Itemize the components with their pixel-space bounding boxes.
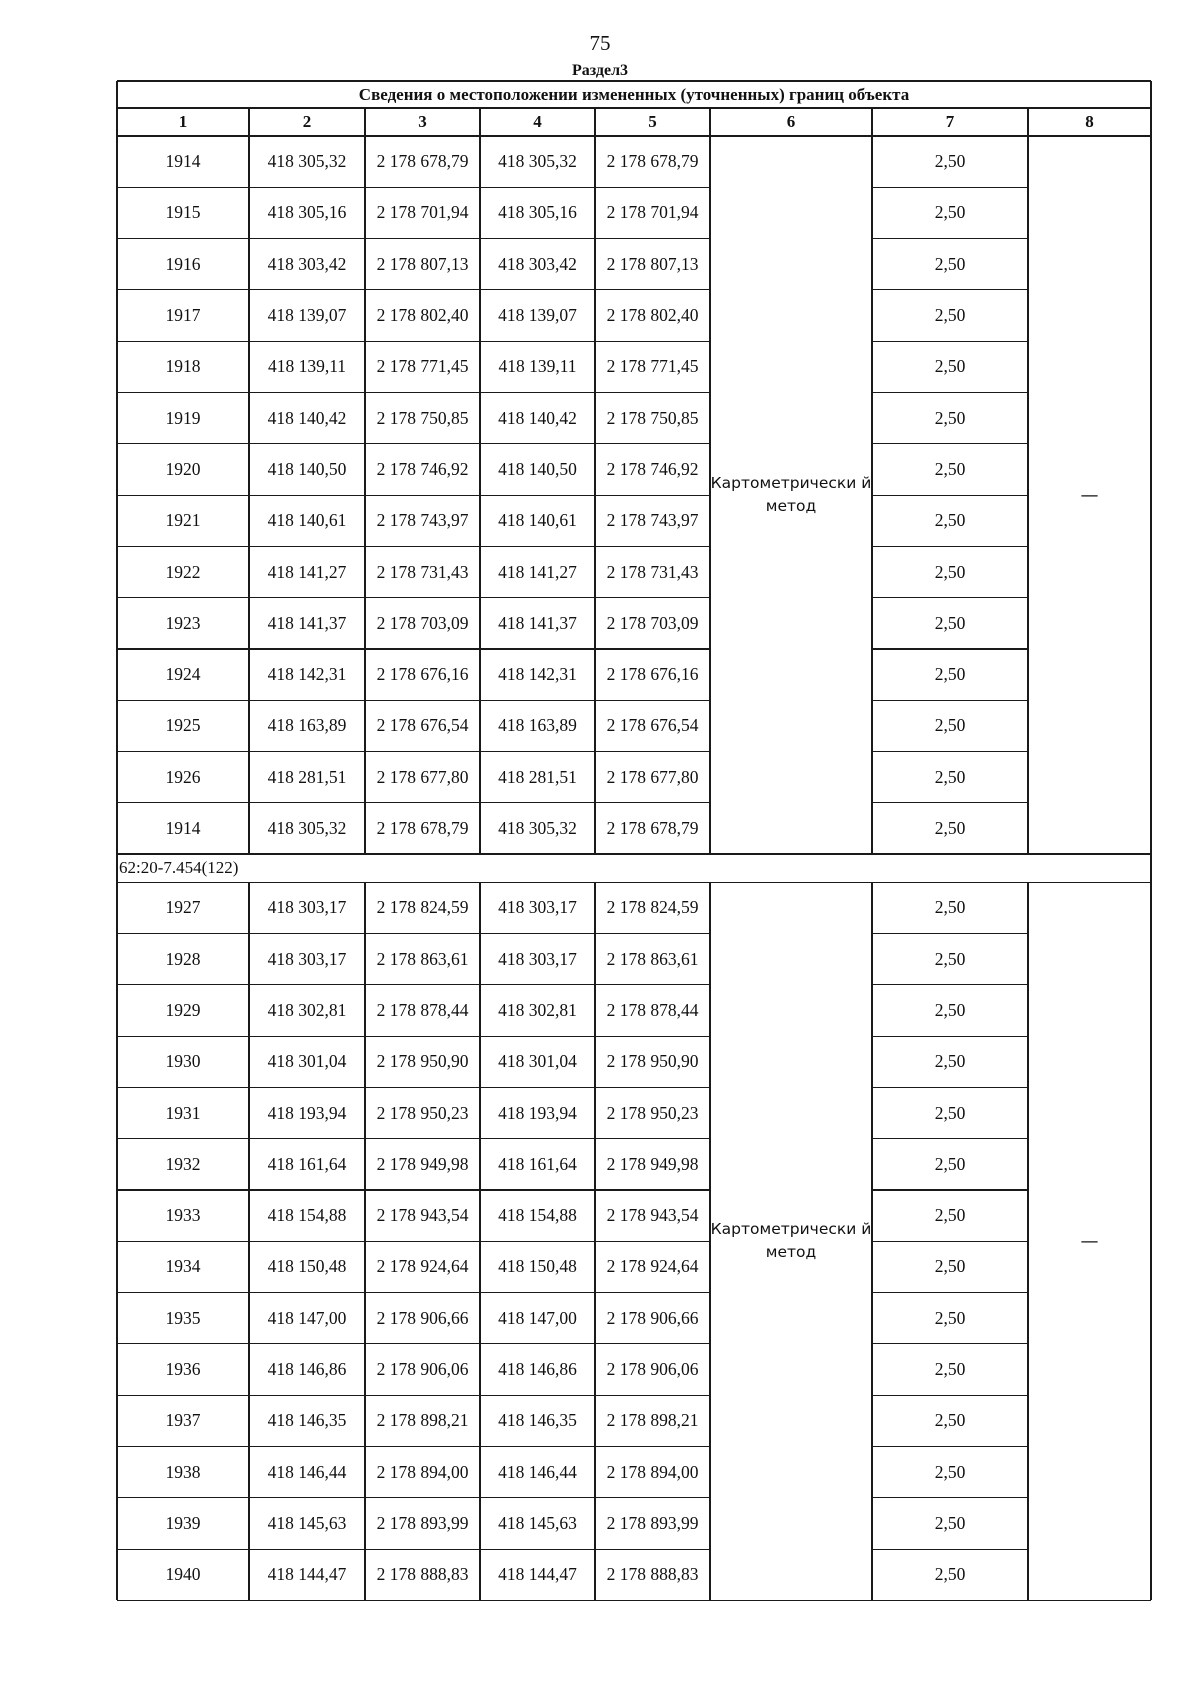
coordinate-cell: 2 178 878,44 <box>606 999 699 1020</box>
column-rule <box>364 882 365 1600</box>
coordinate-cell: 2 178 906,66 <box>606 1307 699 1328</box>
coordinate-cell: 2 178 676,16 <box>376 664 469 685</box>
coordinate-cell: 2 178 807,13 <box>376 253 469 274</box>
coordinate-cell: 418 301,04 <box>267 1051 347 1072</box>
coordinate-cell: 418 140,42 <box>267 407 347 428</box>
coordinate-cell: 2 178 898,21 <box>606 1410 699 1431</box>
accuracy-cell: 2,50 <box>934 1512 966 1533</box>
coordinate-cell: 418 147,00 <box>498 1307 577 1328</box>
coordinate-cell: 2 178 743,97 <box>376 510 469 531</box>
point-number-cell: 1932 <box>165 1153 201 1174</box>
coordinate-cell: 418 305,32 <box>498 151 577 172</box>
coordinate-cell: 2 178 746,92 <box>606 458 699 479</box>
column-rule <box>364 136 365 854</box>
coordinate-cell: 2 178 924,64 <box>606 1256 699 1277</box>
accuracy-cell: 2,50 <box>934 561 966 582</box>
point-number-cell: 1922 <box>165 561 201 582</box>
coordinate-cell: 418 146,86 <box>498 1359 577 1380</box>
accuracy-cell: 2,50 <box>934 1359 966 1380</box>
coordinate-cell: 2 178 802,40 <box>376 305 469 326</box>
accuracy-cell: 2,50 <box>934 1205 966 1226</box>
coordinate-cell: 2 178 677,80 <box>376 766 469 787</box>
coordinate-cell: 418 146,86 <box>267 1359 347 1380</box>
accuracy-cell: 2,50 <box>934 407 966 428</box>
point-number-cell: 1915 <box>165 202 201 223</box>
coordinate-cell: 418 161,64 <box>267 1153 347 1174</box>
point-number-cell: 1928 <box>165 948 201 969</box>
point-number-cell: 1936 <box>165 1359 201 1380</box>
column-number-header: 1 <box>178 112 188 131</box>
coordinate-cell: 2 178 888,83 <box>606 1564 699 1585</box>
coordinate-cell: 2 178 943,54 <box>376 1205 469 1226</box>
accuracy-cell: 2,50 <box>934 612 966 633</box>
column-rule <box>248 136 249 854</box>
accuracy-cell: 2,50 <box>934 897 966 918</box>
point-number-cell: 1940 <box>165 1564 201 1585</box>
column-number-header: 5 <box>648 112 657 131</box>
column-number-header: 6 <box>786 112 796 131</box>
coordinate-cell: 418 139,07 <box>267 305 347 326</box>
accuracy-cell: 2,50 <box>934 305 966 326</box>
accuracy-cell: 2,50 <box>934 253 966 274</box>
coordinate-cell: 418 140,61 <box>267 510 347 531</box>
coordinate-cell: 418 147,00 <box>267 1307 347 1328</box>
column-number-header: 7 <box>945 112 955 131</box>
coordinate-cell: 418 303,17 <box>267 948 347 969</box>
header-column-rule <box>594 108 595 136</box>
coordinate-cell: 2 178 703,09 <box>606 612 699 633</box>
coordinate-cell: 2 178 676,54 <box>606 715 699 736</box>
coordinate-cell: 418 305,32 <box>498 818 577 839</box>
accuracy-cell: 2,50 <box>934 151 966 172</box>
coordinate-cell: 2 178 703,09 <box>376 612 469 633</box>
coordinate-cell: 2 178 906,06 <box>376 1359 469 1380</box>
coordinate-cell: 2 178 906,66 <box>376 1307 469 1328</box>
coordinate-cell: 418 146,35 <box>267 1410 347 1431</box>
coordinate-cell: 2 178 676,54 <box>376 715 469 736</box>
coordinate-cell: 2 178 949,98 <box>606 1153 699 1174</box>
coordinate-cell: 418 163,89 <box>498 715 577 736</box>
point-number-cell: 1937 <box>165 1410 201 1431</box>
accuracy-cell: 2,50 <box>934 664 966 685</box>
coordinate-cell: 2 178 893,99 <box>606 1512 699 1533</box>
column-number-header: 4 <box>533 112 542 131</box>
group-bottom-rule <box>117 1600 1151 1602</box>
coordinate-cell: 2 178 949,98 <box>376 1153 469 1174</box>
column-rule <box>871 136 872 854</box>
point-number-cell: 1926 <box>165 766 201 787</box>
coordinate-cell: 418 141,27 <box>498 561 577 582</box>
coordinate-cell: 2 178 894,00 <box>376 1461 469 1482</box>
coordinate-cell: 418 139,11 <box>267 356 347 377</box>
coordinate-cell: 418 305,32 <box>267 151 347 172</box>
point-number-cell: 1921 <box>165 510 201 531</box>
coordinate-cell: 418 193,94 <box>498 1102 577 1123</box>
empty-value-cell: — <box>1080 484 1099 506</box>
point-number-cell: 1914 <box>165 818 201 839</box>
coordinate-cell: 418 140,61 <box>498 510 577 531</box>
coordinate-cell: 418 154,88 <box>267 1205 347 1226</box>
column-number-header: 3 <box>418 112 427 131</box>
accuracy-cell: 2,50 <box>934 818 966 839</box>
header-column-rule <box>1027 108 1028 136</box>
coordinate-cell: 2 178 743,97 <box>606 510 699 531</box>
point-number-cell: 1935 <box>165 1307 201 1328</box>
point-number-cell: 1923 <box>165 612 201 633</box>
column-rule <box>709 882 710 1600</box>
coordinate-cell: 2 178 701,94 <box>606 202 699 223</box>
coordinate-cell: 2 178 676,16 <box>606 664 699 685</box>
column-number-header: 8 <box>1085 112 1094 131</box>
coordinate-cell: 418 146,35 <box>498 1410 577 1431</box>
coordinate-cell: 2 178 678,79 <box>376 818 469 839</box>
point-number-cell: 1916 <box>165 253 201 274</box>
coordinate-cell: 2 178 898,21 <box>376 1410 469 1431</box>
coordinate-cell: 418 140,50 <box>498 458 577 479</box>
group-label-row: 62:20-7.454(122) <box>119 858 239 878</box>
coordinate-cell: 2 178 893,99 <box>376 1512 469 1533</box>
coordinate-cell: 2 178 807,13 <box>606 253 699 274</box>
accuracy-cell: 2,50 <box>934 356 966 377</box>
column-rule <box>248 882 249 1600</box>
point-number-cell: 1938 <box>165 1461 201 1482</box>
coordinate-cell: 2 178 863,61 <box>376 948 469 969</box>
header-column-rule <box>871 108 872 136</box>
coordinate-cell: 418 303,17 <box>498 897 577 918</box>
coordinate-cell: 2 178 731,43 <box>376 561 469 582</box>
coordinate-cell: 418 303,17 <box>498 948 577 969</box>
coordinate-cell: 418 144,47 <box>267 1564 347 1585</box>
coordinate-cell: 418 302,81 <box>498 999 577 1020</box>
accuracy-cell: 2,50 <box>934 948 966 969</box>
accuracy-cell: 2,50 <box>934 458 966 479</box>
coordinate-cell: 2 178 878,44 <box>376 999 469 1020</box>
section-title: Раздел3 <box>571 62 629 79</box>
coordinate-cell: 2 178 731,43 <box>606 561 699 582</box>
coordinate-cell: 418 303,42 <box>267 253 347 274</box>
accuracy-cell: 2,50 <box>934 1564 966 1585</box>
coordinate-cell: 2 178 906,06 <box>606 1359 699 1380</box>
accuracy-cell: 2,50 <box>934 1461 966 1482</box>
method-cell: Картометрически й метод <box>710 474 872 516</box>
accuracy-cell: 2,50 <box>934 1102 966 1123</box>
coordinate-cell: 418 163,89 <box>267 715 347 736</box>
point-number-cell: 1929 <box>165 999 201 1020</box>
accuracy-cell: 2,50 <box>934 766 966 787</box>
header-column-rule <box>248 108 249 136</box>
point-number-cell: 1924 <box>165 664 201 685</box>
point-number-cell: 1933 <box>165 1205 201 1226</box>
point-number-cell: 1934 <box>165 1256 201 1277</box>
coordinate-cell: 418 150,48 <box>267 1256 347 1277</box>
coordinate-cell: 418 141,27 <box>267 561 347 582</box>
coordinate-cell: 2 178 950,23 <box>606 1102 699 1123</box>
table-title: Сведения о местоположении измененных (уточненных) границ объекта <box>358 84 910 104</box>
coordinate-cell: 418 145,63 <box>267 1512 347 1533</box>
coordinate-cell: 418 302,81 <box>267 999 347 1020</box>
point-number-cell: 1918 <box>165 356 201 377</box>
coordinate-cell: 2 178 678,79 <box>606 151 699 172</box>
accuracy-cell: 2,50 <box>934 202 966 223</box>
coordinate-cell: 418 139,11 <box>498 356 577 377</box>
point-number-cell: 1930 <box>165 1051 201 1072</box>
coordinate-cell: 418 140,42 <box>498 407 577 428</box>
table-left-edge <box>116 81 117 1600</box>
accuracy-cell: 2,50 <box>934 1256 966 1277</box>
column-rule <box>1027 882 1028 1600</box>
coordinate-cell: 418 150,48 <box>498 1256 577 1277</box>
coordinate-cell: 2 178 950,90 <box>606 1051 699 1072</box>
coordinate-cell: 418 140,50 <box>267 458 347 479</box>
coordinate-cell: 418 144,47 <box>498 1564 577 1585</box>
coordinate-cell: 418 305,16 <box>498 202 577 223</box>
accuracy-cell: 2,50 <box>934 715 966 736</box>
coordinate-cell: 418 142,31 <box>267 664 347 685</box>
coordinate-cell: 418 281,51 <box>498 766 577 787</box>
coordinate-cell: 418 281,51 <box>267 766 347 787</box>
coordinate-cell: 2 178 802,40 <box>606 305 699 326</box>
coordinate-cell: 418 161,64 <box>498 1153 577 1174</box>
coordinate-cell: 2 178 950,23 <box>376 1102 469 1123</box>
coordinate-cell: 418 141,37 <box>498 612 577 633</box>
coordinate-cell: 2 178 824,59 <box>376 897 469 918</box>
empty-value-cell: — <box>1080 1230 1099 1252</box>
coordinate-cell: 418 139,07 <box>498 305 577 326</box>
coordinate-cell: 2 178 950,90 <box>376 1051 469 1072</box>
coordinate-cell: 418 154,88 <box>498 1205 577 1226</box>
coordinate-cell: 2 178 894,00 <box>606 1461 699 1482</box>
coordinate-cell: 418 145,63 <box>498 1512 577 1533</box>
coordinate-cell: 418 303,17 <box>267 897 347 918</box>
coordinate-cell: 2 178 771,45 <box>376 356 469 377</box>
point-number-cell: 1914 <box>165 151 201 172</box>
coordinate-cell: 418 303,42 <box>498 253 577 274</box>
method-cell: Картометрически й метод <box>710 1220 872 1262</box>
header-column-rule <box>479 108 480 136</box>
coordinate-cell: 2 178 771,45 <box>606 356 699 377</box>
coordinate-cell: 418 141,37 <box>267 612 347 633</box>
coordinate-cell: 418 305,16 <box>267 202 347 223</box>
coordinate-cell: 2 178 924,64 <box>376 1256 469 1277</box>
coordinate-cell: 2 178 746,92 <box>376 458 469 479</box>
coordinate-cell: 418 301,04 <box>498 1051 577 1072</box>
coordinate-cell: 418 146,44 <box>267 1461 347 1482</box>
accuracy-cell: 2,50 <box>934 999 966 1020</box>
column-rule <box>594 882 595 1600</box>
coordinate-cell: 2 178 750,85 <box>376 407 469 428</box>
column-rule <box>1027 136 1028 854</box>
coordinate-cell: 2 178 701,94 <box>376 202 469 223</box>
point-number-cell: 1927 <box>165 897 201 918</box>
point-number-cell: 1931 <box>165 1102 201 1123</box>
coordinate-cell: 2 178 863,61 <box>606 948 699 969</box>
coordinate-cell: 2 178 888,83 <box>376 1564 469 1585</box>
column-rule <box>479 136 480 854</box>
accuracy-cell: 2,50 <box>934 1307 966 1328</box>
header-column-rule <box>709 108 710 136</box>
column-number-header: 2 <box>302 112 312 131</box>
column-rule <box>479 882 480 1600</box>
coordinate-cell: 418 142,31 <box>498 664 577 685</box>
column-rule <box>594 136 595 854</box>
accuracy-cell: 2,50 <box>934 510 966 531</box>
point-number-cell: 1917 <box>165 305 201 326</box>
column-rule <box>871 882 872 1600</box>
accuracy-cell: 2,50 <box>934 1410 966 1431</box>
point-number-cell: 1939 <box>165 1512 201 1533</box>
coordinate-cell: 418 193,94 <box>267 1102 347 1123</box>
table-right-edge <box>1150 81 1151 1600</box>
coordinate-cell: 2 178 677,80 <box>606 766 699 787</box>
point-number-cell: 1925 <box>165 715 201 736</box>
point-number-cell: 1919 <box>165 407 201 428</box>
page-number: 75 <box>589 31 611 55</box>
coordinate-cell: 418 305,32 <box>267 818 347 839</box>
point-number-cell: 1920 <box>165 458 201 479</box>
coordinate-cell: 2 178 678,79 <box>376 151 469 172</box>
coordinate-cell: 418 146,44 <box>498 1461 577 1482</box>
column-rule <box>709 136 710 854</box>
accuracy-cell: 2,50 <box>934 1153 966 1174</box>
header-column-rule <box>364 108 365 136</box>
coordinate-cell: 2 178 943,54 <box>606 1205 699 1226</box>
coordinate-cell: 2 178 750,85 <box>606 407 699 428</box>
coordinate-cell: 2 178 678,79 <box>606 818 699 839</box>
coordinate-cell: 2 178 824,59 <box>606 897 699 918</box>
accuracy-cell: 2,50 <box>934 1051 966 1072</box>
